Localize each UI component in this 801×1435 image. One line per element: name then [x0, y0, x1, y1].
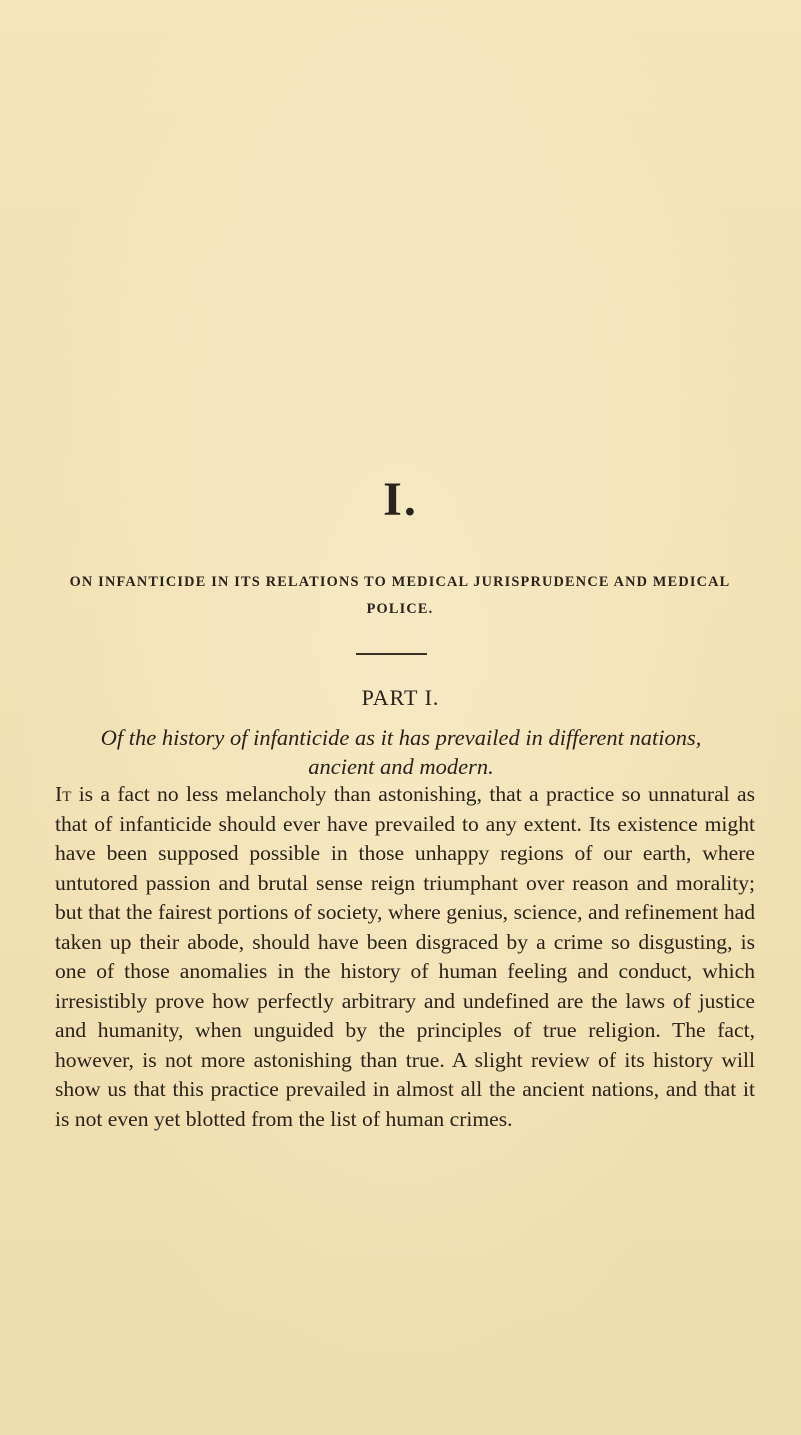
chapter-heading: ON INFANTICIDE IN ITS RELATIONS TO MEDICAL JURISPRUDENCE AND MEDICAL POLICE. — [69, 574, 731, 617]
body-paragraph — [55, 780, 755, 1134]
part-subtitle: Of the history of infanticide as it has prevailed in different nations, ancient and modern. — [100, 725, 702, 779]
lead-word: It — [55, 782, 72, 806]
divider-rule — [356, 653, 427, 655]
paragraph-text: is a fact no less melancholy than astonishing, that a practice so unnatural as that of infanticide should ever have prevailed to any extent. Its existence might have been supposed possible in those unhappy regions of our earth, where untutored passion and brutal sense reign triumphant over reason and morality; but that the fairest portions of society, where genius, science, and refinement had taken up their abode, should have been disgraced by a crime so disgusting, is one of those anomalies in the history of human feeling and conduct, which irresistibly prove how perfectly arbitrary and undefined are the laws of justice and humanity, when unguided by the principles of true religion. The fact, however, is not more astonishing than true. A slight review of its history will show us that this practice prevailed in almost all the ancient nations, and that it is not even yet blotted from the list of human crimes. — [55, 782, 755, 1131]
section-numeral: I. — [383, 473, 418, 526]
part-label: PART I. — [361, 685, 440, 710]
